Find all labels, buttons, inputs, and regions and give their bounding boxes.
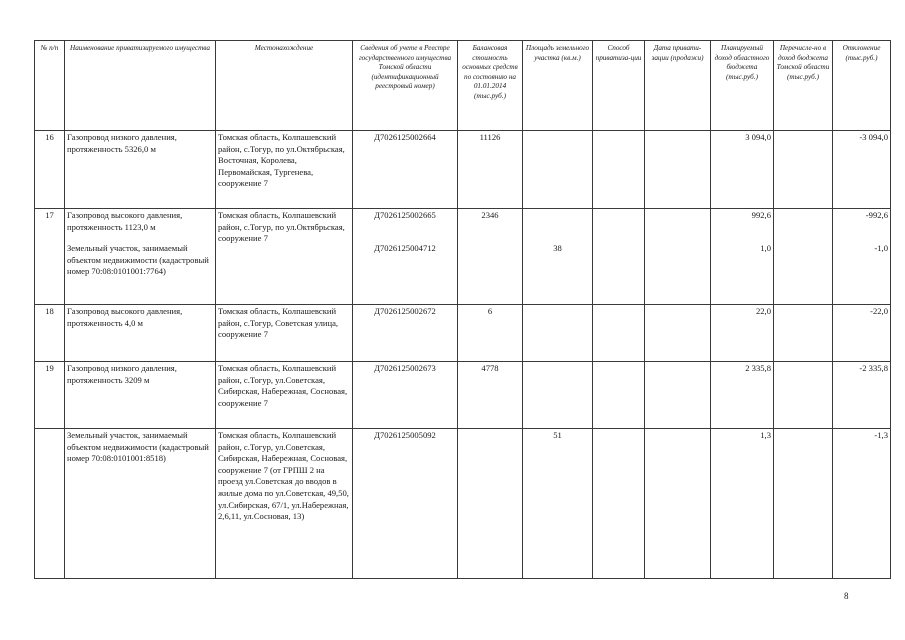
registry-line: Д7026125002665	[374, 210, 436, 220]
row-transferred	[774, 362, 833, 429]
header-registry: Сведения об учете в Реестре государственного имущества Томской области (идентификационный реестровый номер)	[353, 41, 458, 131]
row-area	[523, 209, 593, 305]
row-transferred	[774, 209, 833, 305]
row-registry: Д7026125002673	[353, 362, 458, 429]
document-sheet	[34, 40, 891, 579]
row-area	[523, 362, 593, 429]
row-location: Томская область, Колпашевский район, с.Тогур, Советская улица, сооружение 7	[216, 305, 353, 362]
row-location: Томская область, Колпашевский район, с.Тогур, ул.Советская, Сибирская, Набережная, Сосновая, сооружение 7 (от ГРПШ 2 на проезд ул.Советская до вводов в жилые дома по ул.Советская, 49,50, ул.Сибирская, 67/1, ул.Набережная, 2,6,11, ул.Сосновая, 13)	[216, 429, 353, 579]
table-row	[35, 131, 891, 209]
table-row	[35, 429, 891, 579]
row-date	[645, 305, 711, 362]
header-method: Способ приватиза-ции	[593, 41, 645, 131]
row-name	[65, 209, 216, 305]
row-balance	[458, 429, 523, 579]
row-location: Томская область, Колпашевский район, с.Тогур, ул.Советская, Сибирская, Набережная, Сосновая, сооружение 7	[216, 362, 353, 429]
row-num: 16	[35, 131, 65, 209]
row-location: Томская область, Колпашевский район, с.Тогур, по ул.Октябрьская, Восточная, Королева, Первомайская, Тургенева, сооружение 7	[216, 131, 353, 209]
row-name-line: Газопровод высокого давления, протяженность 1123,0 м	[67, 210, 183, 232]
row-deviation: -2 335,8	[833, 362, 891, 429]
table-row	[35, 362, 891, 429]
row-planned	[711, 209, 774, 305]
planned-line: 1,0	[760, 242, 771, 253]
row-balance: 2346	[458, 209, 523, 305]
header-area: Площадь земельного участка (кв.м.)	[523, 41, 593, 131]
row-method	[593, 131, 645, 209]
row-location: Томская область, Колпашевский район, с.Тогур, по ул.Октябрьская, сооружение 7	[216, 209, 353, 305]
header-transferred: Перечисле-но в доход бюджета Томской области (тыс.руб.)	[774, 41, 833, 131]
row-date	[645, 429, 711, 579]
row-registry: Д7026125005092	[353, 429, 458, 579]
row-transferred	[774, 305, 833, 362]
row-registry: Д7026125002672	[353, 305, 458, 362]
row-planned: 2 335,8	[711, 362, 774, 429]
table-row	[35, 209, 891, 305]
row-name: Газопровод низкого давления, протяженность 3209 м	[65, 362, 216, 429]
row-method	[593, 362, 645, 429]
row-area: 51	[523, 429, 593, 579]
row-balance: 4778	[458, 362, 523, 429]
row-num: 17	[35, 209, 65, 305]
row-deviation: -3 094,0	[833, 131, 891, 209]
row-method	[593, 209, 645, 305]
header-row	[35, 41, 891, 131]
deviation-line: -1,0	[874, 242, 888, 253]
row-planned: 22,0	[711, 305, 774, 362]
row-date	[645, 209, 711, 305]
header-planned: Планируемый доход областного бюджета (тыс.руб.)	[711, 41, 774, 131]
row-num	[35, 429, 65, 579]
deviation-line: -992,6	[865, 210, 888, 220]
row-num: 19	[35, 362, 65, 429]
row-deviation: -1,3	[833, 429, 891, 579]
row-date	[645, 131, 711, 209]
header-name: Наименование приватизируемого имущества	[65, 41, 216, 131]
row-deviation	[833, 209, 891, 305]
row-name-line: Земельный участок, занимаемый объектом недвижимости (кадастровый номер 70:08:0101001:7764)	[67, 243, 209, 277]
row-name: Газопровод высокого давления, протяженность 4,0 м	[65, 305, 216, 362]
row-deviation: -22,0	[833, 305, 891, 362]
row-num: 18	[35, 305, 65, 362]
header-date: Дата привати-зации (продажи)	[645, 41, 711, 131]
row-area	[523, 131, 593, 209]
row-planned: 3 094,0	[711, 131, 774, 209]
header-deviation: Отклонение (тыс.руб.)	[833, 41, 891, 131]
row-method	[593, 305, 645, 362]
row-method	[593, 429, 645, 579]
header-num: № п/п	[35, 41, 65, 131]
row-planned: 1,3	[711, 429, 774, 579]
header-balance: Балансовая стоимость основных средств по состоянию на 01.01.2014 (тыс.руб.)	[458, 41, 523, 131]
row-transferred	[774, 131, 833, 209]
privatization-table	[34, 40, 891, 579]
registry-line: Д7026125004712	[374, 242, 436, 253]
row-balance: 11126	[458, 131, 523, 209]
header-location: Местонахождение	[216, 41, 353, 131]
row-registry: Д7026125002664	[353, 131, 458, 209]
area-line: 38	[553, 243, 562, 253]
row-area	[523, 305, 593, 362]
row-balance: 6	[458, 305, 523, 362]
planned-line: 992,6	[751, 210, 771, 220]
row-registry	[353, 209, 458, 305]
table-row	[35, 305, 891, 362]
row-transferred	[774, 429, 833, 579]
row-name: Земельный участок, занимаемый объектом недвижимости (кадастровый номер 70:08:0101001:8518)	[65, 429, 216, 579]
page-number: 8	[844, 591, 849, 601]
row-name: Газопровод низкого давления, протяженность 5326,0 м	[65, 131, 216, 209]
row-date	[645, 362, 711, 429]
